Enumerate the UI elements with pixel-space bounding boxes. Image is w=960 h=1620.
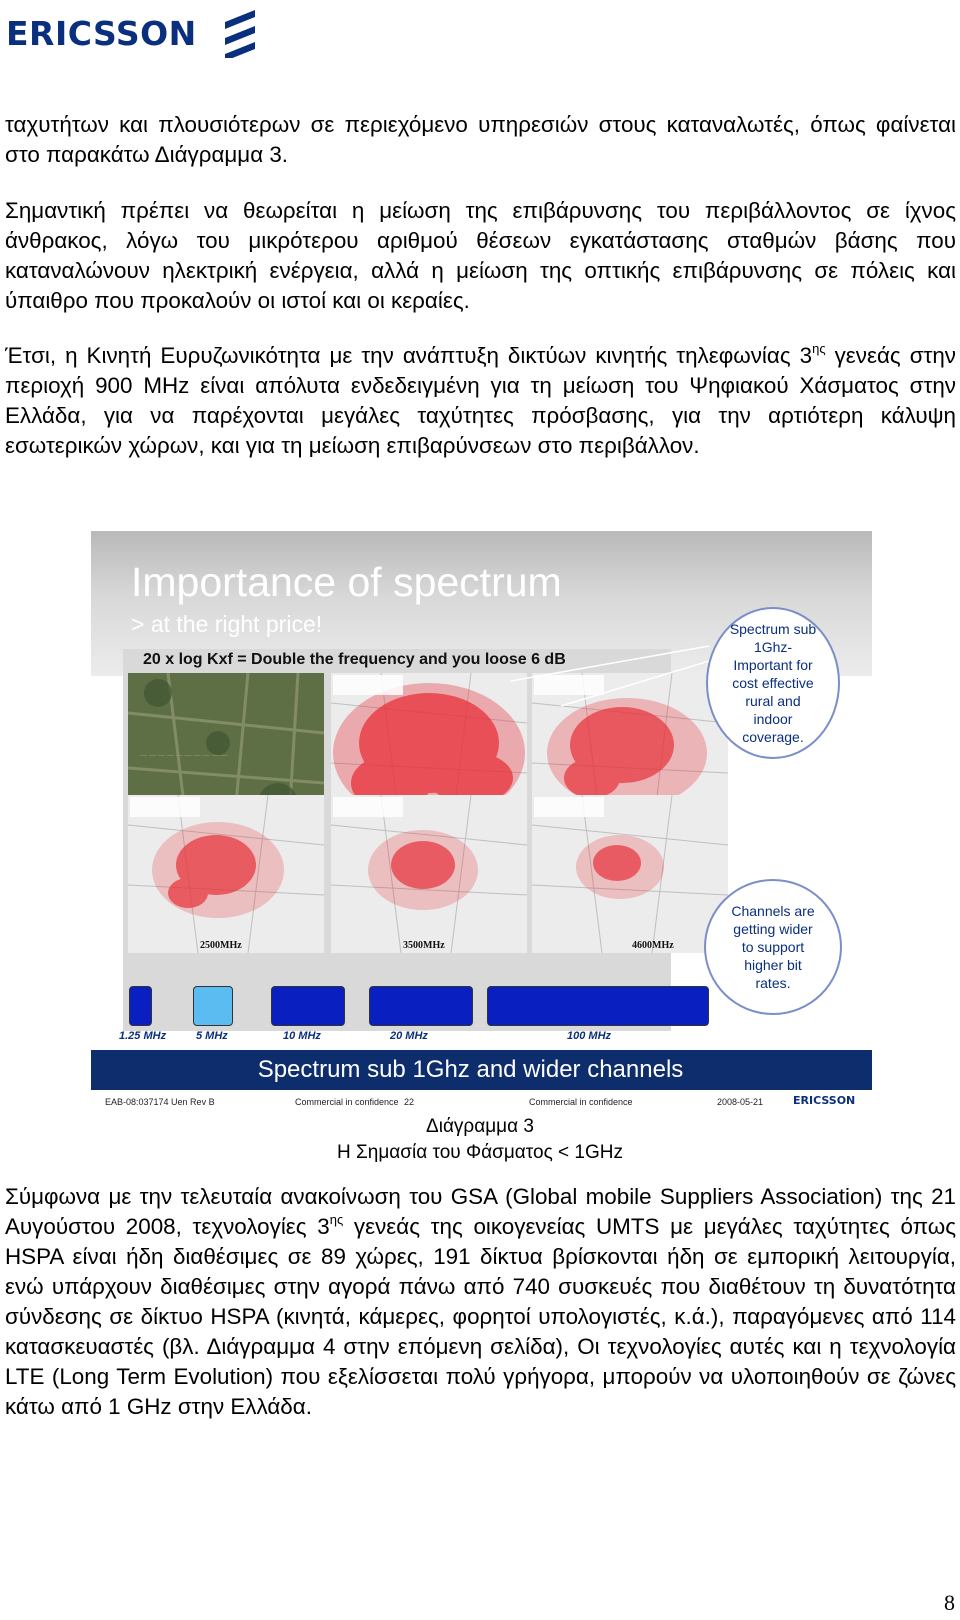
band-10mhz — [271, 986, 345, 1026]
p3-text-b: γενεάς στην περιοχή 900 MHz είναι απόλυτα ενδεδειγμένη για τη μείωση του Ψηφιακού Χάσματος στην Ελλάδα, για να παρέχονται μεγάλες ταχύτητες πρόσβασης, για την αρτιότερη κάλυψη εσωτερικών χώρων, και για τη μείωση επιβαρύνσεων στο περιβάλλον. — [5, 343, 957, 458]
slide-banner — [91, 1050, 872, 1090]
p4-text-a: Σύμφωνα με την τελευταία ανακοίνωση του GSA (Global mobile Suppliers Association) της 21 Αυγούστου 2008, τεχνολογίες 3 — [5, 1184, 956, 1239]
band-label-20: 20 MHz — [390, 1030, 428, 1042]
p4-superscript: ης — [329, 1212, 344, 1227]
slide-title: Importance of spectrum — [131, 559, 562, 605]
p4-text-b: γενεάς της οικογενείας UMTS με μεγάλες ταχύτητες όπως HSPA είναι ήδη διαθέσιμες σε 89 χώρες, 191 δίκτυα βρίσκονται ήδη σε εμπορική λειτουργία, ενώ υπάρχουν διαθέσιμες στην αγορά πάνω από 740 συσκευές που διαθέτουν τη δυνατότητα σύνδεσης σε δίκτυο HSPA (κινητά, κάμερες, φορητοί υπολογιστές, κ.ά.), παραγόμενες από 114 κατασκευαστές (βλ. Διάγραμμα 4 στην επόμενη σελίδα), Οι τεχνολογίες αυτές και η τεχνολογία LTE (Long Term Evolution) που εξελίσσεται πολύ γρήγορα, μπορούν να υλοποιηθούν σε ζώνες κάτω από 1 GHz στην Ελλάδα. — [5, 1214, 956, 1419]
band-20mhz — [369, 986, 473, 1026]
band-label-1-25: 1.25 MHz — [119, 1030, 167, 1042]
footer-confidential-1: Commercial in confidence — [295, 1097, 399, 1107]
map-label-2500: 2500MHz — [200, 940, 242, 951]
map-label-4600: 4600MHz — [632, 940, 674, 951]
ericsson-logo — [6, 8, 259, 58]
p3-text-a: Έτσι, η Κινητή Ευρυζωνικότητα με την ανάπτυξη δικτύων κινητής τηλεφωνίας 3 — [5, 343, 813, 368]
ericsson-mark-icon — [221, 8, 259, 58]
footer-confidential-2: Commercial in confidence — [529, 1097, 633, 1107]
paragraph-intro: ταχυτήτων και πλουσιότερων σε περιεχόμενο υπηρεσιών στους καταναλωτές, όπως φαίνεται στο παρακάτω Διάγραμμα 3. — [5, 112, 956, 167]
p3-superscript: ης — [812, 341, 826, 356]
band-1-25mhz — [129, 986, 152, 1026]
page-number: 8 — [944, 1590, 955, 1615]
band-5mhz — [193, 986, 233, 1026]
slide-banner-text: Spectrum sub 1Ghz and wider channels — [257, 1056, 684, 1083]
footer-logo: ERICSSON — [793, 1094, 856, 1107]
callout-wider-channels — [704, 879, 842, 1015]
callout-text-1: Spectrum sub 1Ghz- Important for cost effective rural and indoor coverage. — [729, 621, 817, 745]
callout-text-2: Channels are getting wider to support higher bit rates. — [731, 903, 815, 991]
slide-subtitle: > at the right price! — [131, 611, 323, 637]
band-label-100: 100 MHz — [567, 1030, 612, 1042]
footer-doc-id: EAB-08:037174 Uen Rev B — [105, 1097, 215, 1107]
footer-page: 22 — [404, 1097, 415, 1107]
map-label-3500: 3500MHz — [403, 940, 445, 951]
spectrum-slide — [91, 531, 872, 1115]
paragraph-environment: Σημαντική πρέπει να θεωρείται η μείωση της επιβάρυνσης του περιβάλλοντος σε ίχνος άνθρακος, λόγω του μικρότερου αριθμού θέσεων εγκατάστασης σταθμών βάσης που καταναλώνουν ηλεκτρική ενέργεια, αλλά η μείωση της οπτικής επιβάρυνσης σε πόλεις και ύπαιθρο που προκαλούν οι ιστοί και οι κεραίες. — [5, 198, 956, 313]
figure-caption-title: Η Σημασία του Φάσματος < 1GHz — [337, 1142, 623, 1163]
svg-text:— — — — — — — — — —: — — — — — — — — — — — [140, 752, 228, 759]
footer-date: 2008-05-21 — [717, 1097, 764, 1107]
figure-caption-number: Διάγραμμα 3 — [426, 1116, 534, 1137]
logo-text: ERICSSON — [6, 13, 197, 53]
band-label-10: 10 MHz — [283, 1030, 321, 1042]
paragraph-broadband — [5, 341, 956, 461]
frequency-formula: 20 x log Kxf = Double the frequency and you loose 6 dB — [143, 651, 566, 668]
band-100mhz — [487, 986, 709, 1026]
callout-spectrum-sub1ghz — [706, 607, 840, 759]
band-label-5: 5 MHz — [196, 1030, 228, 1042]
paragraph-gsa — [5, 1182, 956, 1422]
